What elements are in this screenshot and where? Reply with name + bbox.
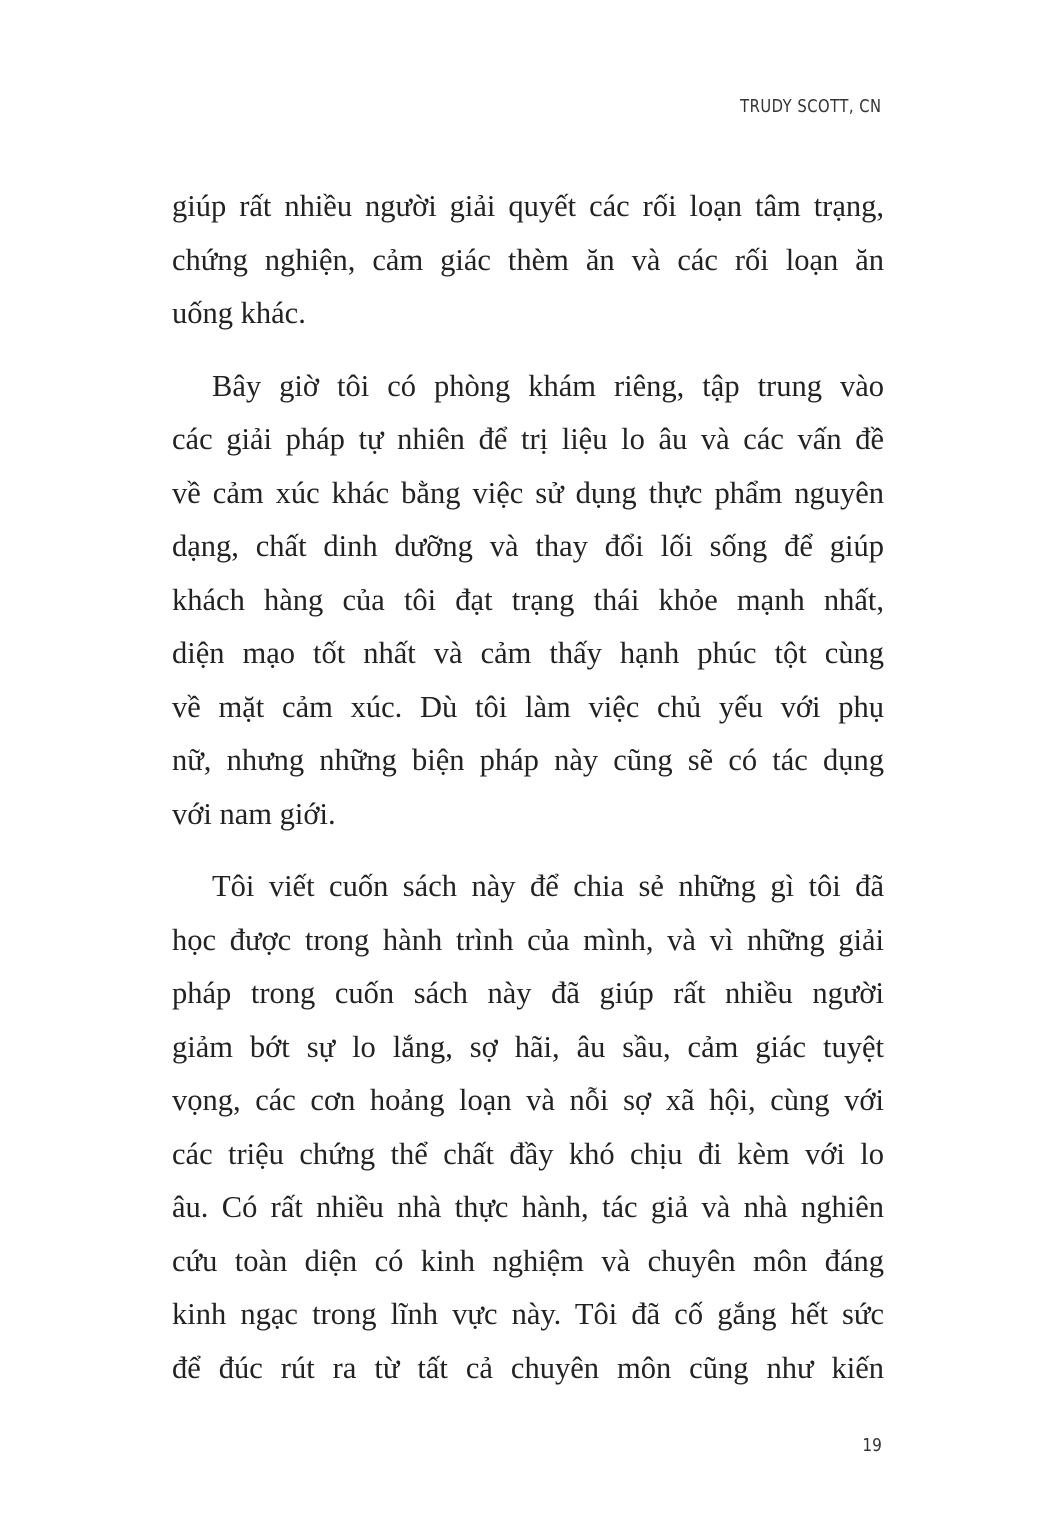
- text-line: về mặt cảm xúc. Dù tôi làm việc chủ yếu với phụ: [172, 689, 884, 724]
- running-header: TRUDY SCOTT, CN: [740, 96, 882, 117]
- text-line: khách hàng của tôi đạt trạng thái khỏe mạnh nhất,: [172, 582, 884, 617]
- text-line: để đúc rút ra từ tất cả chuyên môn cũng như kiến: [172, 1350, 884, 1385]
- page-number: 19: [862, 1435, 882, 1456]
- text-line: âu. Có rất nhiều nhà thực hành, tác giả và nhà nghiên: [172, 1190, 884, 1224]
- text-line: Bây giờ tôi có phòng khám riêng, tập trung vào: [212, 368, 884, 403]
- text-line: vọng, các cơn hoảng loạn và nỗi sợ xã hội, cùng với: [172, 1083, 884, 1117]
- text-line: các triệu chứng thể chất đầy khó chịu đi kèm với lo: [172, 1136, 884, 1171]
- text-line: kinh ngạc trong lĩnh vực này. Tôi đã cố gắng hết sức: [172, 1297, 884, 1331]
- paragraph-gap: [172, 341, 884, 360]
- text-line: pháp trong cuốn sách này đã giúp rất nhiều người: [172, 976, 884, 1010]
- text-line: giúp rất nhiều người giải quyết các rối loạn tâm trạng,: [172, 189, 884, 223]
- paragraph-gap: [172, 841, 884, 860]
- text-line: học được trong hành trình của mình, và vì những giải: [172, 922, 884, 957]
- text-line: dạng, chất dinh dưỡng và thay đổi lối sống để giúp: [172, 529, 884, 563]
- paragraph: [172, 360, 884, 842]
- paragraph: [172, 180, 884, 341]
- paragraph: [172, 860, 884, 1395]
- text-line: Tôi viết cuốn sách này để chia sẻ những gì tôi đã: [212, 869, 884, 903]
- text-line: về cảm xúc khác bằng việc sử dụng thực phẩm nguyên: [172, 475, 884, 510]
- text-line: giảm bớt sự lo lắng, sợ hãi, âu sầu, cảm giác tuyệt: [172, 1029, 884, 1064]
- text-line: cứu toàn diện có kinh nghiệm và chuyên môn đáng: [172, 1243, 884, 1278]
- text-line: các giải pháp tự nhiên để trị liệu lo âu và các vấn đề: [172, 422, 884, 456]
- body-text: [172, 180, 884, 1395]
- text-line: diện mạo tốt nhất và cảm thấy hạnh phúc tột cùng: [172, 636, 884, 670]
- text-line: chứng nghiện, cảm giác thèm ăn và các rối loạn ăn: [172, 242, 884, 277]
- text-line: uống khác.: [172, 296, 306, 330]
- text-line: nữ, nhưng những biện pháp này cũng sẽ có tác dụng: [172, 743, 884, 777]
- text-line: với nam giới.: [172, 796, 336, 831]
